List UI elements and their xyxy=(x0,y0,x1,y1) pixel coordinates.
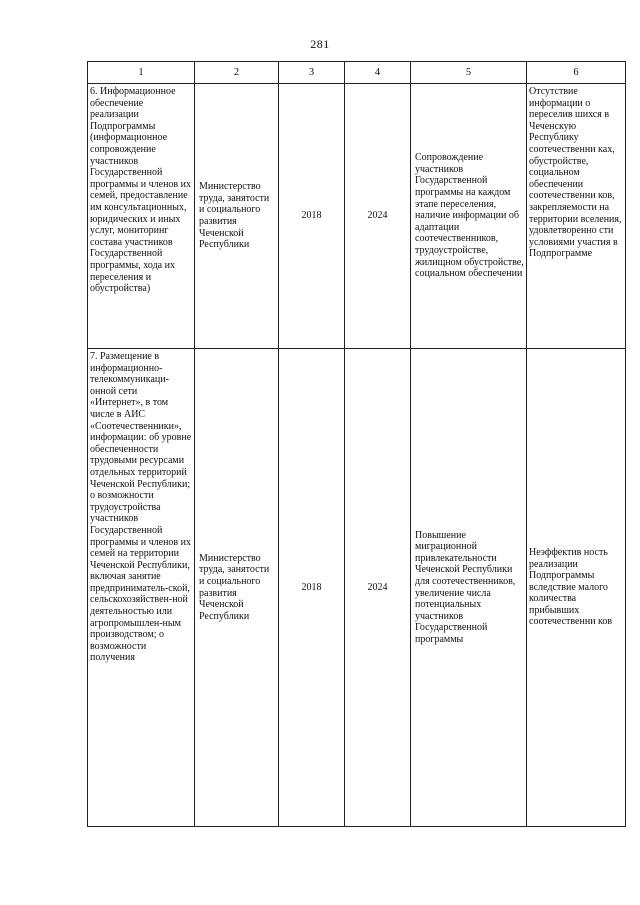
header-cell: 1 xyxy=(88,62,195,84)
risk-cell: Неэффектив ность реализации Подпрограммы вследствие малого количества прибывших соотечественни ков xyxy=(527,349,626,827)
end-year-cell: 2024 xyxy=(345,349,411,827)
executor-cell: Министерство труда, занятости и социального развития Чеченской Республики xyxy=(195,349,279,827)
program-measures-table xyxy=(87,61,626,827)
header-cell: 5 xyxy=(411,62,527,84)
header-cell: 4 xyxy=(345,62,411,84)
measure-cell: 6. Информационное обеспечение реализации Подпрограммы (информационное сопровождение участников Государственной программы и членов их семей, предоставление им консультационных, юридических и иных услуг, мониторинг состава участников Государственной программы, хода их переселения и обустройства) xyxy=(88,84,195,349)
table-row xyxy=(88,84,626,349)
result-cell: Повышение миграционной привлекательности Чеченской Республики для соотечественников, увеличение числа потенциальных участников Государственной программы xyxy=(411,349,527,827)
start-year-cell: 2018 xyxy=(279,349,345,827)
header-cell: 2 xyxy=(195,62,279,84)
header-cell: 3 xyxy=(279,62,345,84)
start-year-cell: 2018 xyxy=(279,84,345,349)
result-cell: Сопровождение участников Государственной программы на каждом этапе переселения, наличие информации об адаптации соотечественников, трудоустройстве, жилищном обустройстве, социальном обеспечении xyxy=(411,84,527,349)
table-header-row xyxy=(88,62,626,84)
risk-cell: Отсутствие информации о переселив шихся в Чеченскую Республику соотечественни ках, обустройстве, социальном обеспечении соотечественни ков, закрепляемости на территории вселения, удовлетворенно сти условиями участия в Подпрограмме xyxy=(527,84,626,349)
table-row xyxy=(88,349,626,827)
end-year-cell: 2024 xyxy=(345,84,411,349)
header-cell: 6 xyxy=(527,62,626,84)
executor-cell: Министерство труда, занятости и социального развития Чеченской Республики xyxy=(195,84,279,349)
measure-cell: 7. Размещение в информационно-телекоммуникаци-онной сети «Интернет», в том числе в АИС «Соотечественники», информации: об уровне обеспеченности трудовыми ресурсами отдельных территорий Чеченской Республики; о возможности трудоустройства участников Государственной программы и членов их семей на территории Чеченской Республики, включая занятие предприниматель-ской, сельскохозяйствен-ной деятельностью или агропромышлен-ным производством; о возможности получения xyxy=(88,349,195,827)
page-number: 281 xyxy=(310,37,330,51)
